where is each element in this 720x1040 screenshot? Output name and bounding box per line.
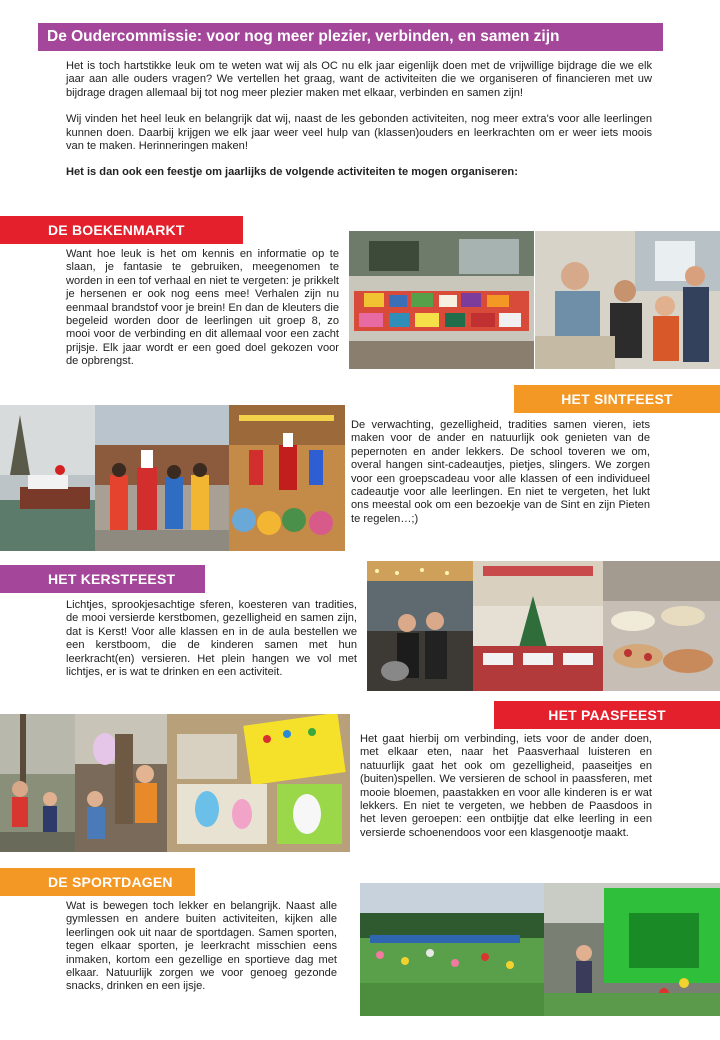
kerstfeest-photo-food (603, 561, 720, 691)
paasfeest-photo-crafts (167, 714, 350, 852)
section-heading-boekenmarkt: DE BOEKENMARKT (0, 216, 243, 244)
intro-text (66, 60, 652, 180)
sportdagen-photo-field (360, 883, 544, 1016)
paasfeest-photo-egghunt (75, 714, 167, 852)
section-text-kerstfeest: Lichtjes, sprookjesachtige sferen, koesteren van tradities, de mooi versierde kerstbomen, gezelligheid en samen zijn, dat is Kerst! Voor alle klassen en in de aula bestellen we een kerstboom, die de kinderen samen met hun leerkracht(en) versieren. Het plein hangen we vol met lichtjes, er is wat te drinken en een activiteit. (66, 599, 357, 679)
section-text-boekenmarkt: Want hoe leuk is het om kennis en informatie op te slaan, je fantasie te gebruiken, meegenomen te worden in een tof verhaal en niet te vergeten: je prikkelt je hersenen er ook nog eens mee! Verhalen zijn nu eenmaal brandstof voor je brein! En dan de kleuters die begeleid worden door de leerlingen uit groep 8, zo mooi voor de verbinding en dit allemaal voor een zacht prijsje. Elk jaar wordt er een goed doel gekozen voor de opbrengst. (66, 248, 339, 368)
boekenmarkt-photo-children (535, 231, 720, 369)
sintfeest-photo-pieten (95, 405, 229, 551)
section-heading-sintfeest: HET SINTFEEST (514, 385, 720, 413)
section-text-sintfeest: De verwachting, gezelligheid, tradities samen vieren, iets maken voor de ander en natuurlijk ook genieten van de pepernoten en ander lekkers. De school toveren we om, overal hangen sint-cadeautjes, pietjes, slingers. We zorgen voor een groepscadeau voor alle klassen of een individueel cadeautje voor alle leerlingen. En niet te vergeten, het lukt ons meestal ook om een bezoekje van de Sint en zijn Pieten te regelen…;) (351, 419, 650, 525)
section-heading-paasfeest: HET PAASFEEST (494, 701, 720, 729)
boekenmarkt-photo-books (349, 231, 534, 369)
section-text-paasfeest: Het gaat hierbij om verbinding, iets voor de ander doen, met elkaar eten, naar het Paasverhaal luisteren en natuurlijk gaat het ook om gezelligheid, paaseitjes en (buiten)spellen. We versieren de school in paassferen, met mooie bloemen, paastakken en voor alle kinderen is er wat lekkers. En niet te vergeten, we hebben de Paasdoos in het leven geroepen: een ontbijtje dat elke leerling in een versierde schoenendoos voor een klasgenootje maakt. (360, 733, 652, 839)
sintfeest-photo-boat (0, 405, 95, 551)
intro-paragraph-2: Wij vinden het heel leuk en belangrijk dat wij, naast de les gebonden activiteiten, nog meer extra's voor alle leerlingen kunnen doen. Daarbij krijgen we elk jaar weer veel hulp van (klassen)ouders en leerkrachten om er weer iets moois van te maken. Herinneringen maken! (66, 113, 652, 153)
kerstfeest-photo-classroom (473, 561, 603, 691)
kerstfeest-photo-drinks (367, 561, 473, 691)
sintfeest-photo-hall (229, 405, 345, 551)
paasfeest-photo-playground (0, 714, 75, 852)
sportdagen-photo-goal (544, 883, 720, 1016)
section-heading-kerstfeest: HET KERSTFEEST (0, 565, 205, 593)
intro-paragraph-3: Het is dan ook een feestje om jaarlijks de volgende activiteiten te mogen organiseren: (66, 166, 518, 179)
section-heading-sportdagen: DE SPORTDAGEN (0, 868, 195, 896)
page-title: De Oudercommissie: voor nog meer plezier, verbinden, en samen zijn (38, 23, 663, 51)
section-text-sportdagen: Wat is bewegen toch lekker en belangrijk. Naast alle gymlessen en andere buiten activiteiten, kijken alle leerlingen ook uit naar de sportdagen. Samen sporten, tegen elkaar sporten, je leerkracht misschien eens inmaken, kortom een gezellige en sportieve dag met elkaar. Natuurlijk zorgen we voor genoeg gezonde snacks, drinken en een ijsje. (66, 900, 337, 993)
intro-paragraph-1: Het is toch hartstikke leuk om te weten wat wij als OC nu elk jaar eigenlijk doen met de vrijwillige bijdrage die we elk jaar aan alle ouders vragen? We vertellen het graag, want de activiteiten die we organiseren of financieren met uw bijdrage dragen allemaal bij tot nog meer plezier maken met elkaar, verbinden en samen zijn! (66, 60, 652, 99)
